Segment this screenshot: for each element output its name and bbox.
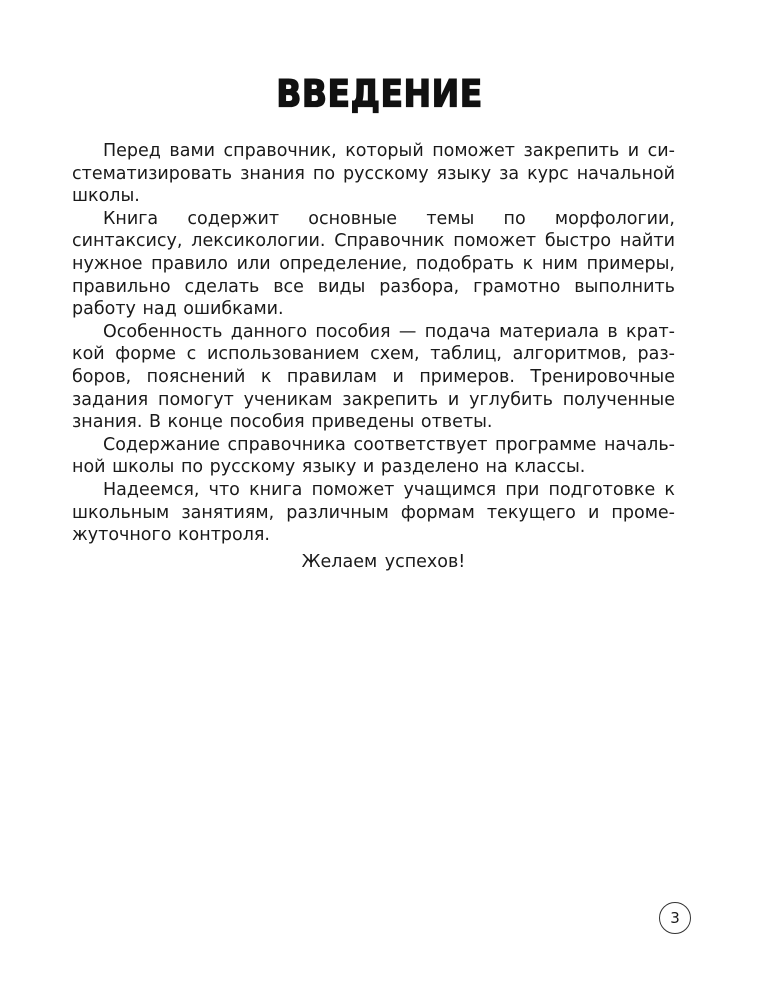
page-number: 3 bbox=[670, 909, 680, 927]
page-number-badge bbox=[659, 902, 691, 934]
paragraph-1: Перед вами справочник, который поможет закрепить и систематизировать знания по русскому языку за курс начальной школы. bbox=[72, 141, 675, 207]
paragraph-3: Особенность данного пособия — подача материала в краткой форме с использованием схем, таблиц, алгоритмов, разборов, пояснений к правилам и примеров. Тренировочные задания помогут ученикам закрепить и углубить полученные знания. В конце пособия приведены ответы. bbox=[72, 321, 675, 433]
paragraph-5: Надеемся, что книга поможет учащимся при подготовке к школьным занятиям, различным формам текущего и промежуточного контроля. bbox=[72, 479, 675, 546]
paragraph-4: Содержание справочника соответствует программе начальной школы по русскому языку и разделено на классы. bbox=[72, 434, 675, 478]
paragraph-2: Книга содержит основные темы по морфологии, синтаксису, лексикологии. Справочник поможет быстро найти нужное правило или определение, подобрать к ним примеры, правильно сделать все виды разбора, грамотно выполнить работу над ошибками. bbox=[72, 208, 675, 320]
closing-wish: Желаем успехов! bbox=[301, 552, 466, 572]
body-text bbox=[72, 140, 675, 547]
page-title: ВВЕДЕНИЕ bbox=[276, 72, 483, 116]
